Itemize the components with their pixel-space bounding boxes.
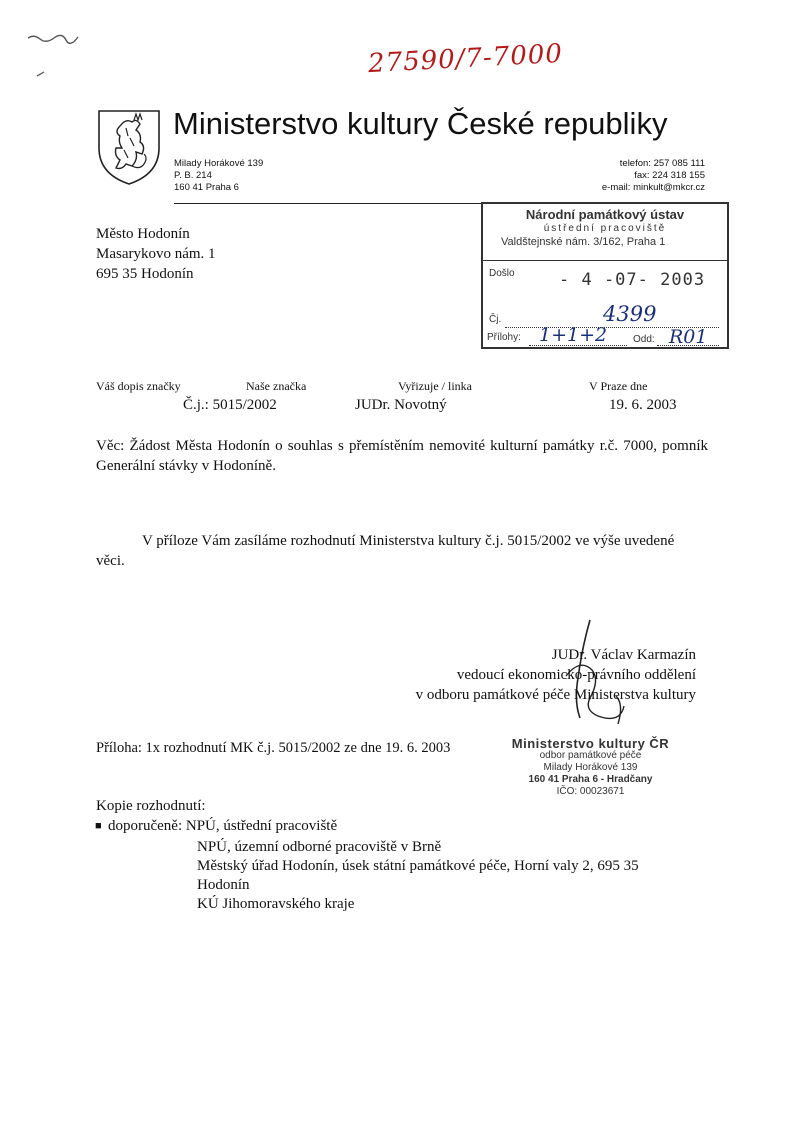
stamp-dept-label: Odd:: [633, 334, 655, 345]
stamp-received-label: Došlo: [489, 268, 515, 279]
office-stamp: [498, 738, 683, 798]
ministry-name: Ministerstvo kultury České republiky: [173, 106, 668, 141]
contact-phone: telefon: 257 085 111: [619, 158, 705, 169]
signature-block: [416, 645, 696, 705]
office-stamp-title: Ministerstvo kultury ČR: [511, 736, 670, 751]
fax-artifact-mark: [26, 32, 81, 44]
stamp-attachments-label: Přílohy:: [487, 332, 521, 343]
signatory-name: JUDr. Václav Karmazín: [551, 647, 696, 663]
copies-item: NPÚ, územní odborné pracoviště v Brně: [197, 839, 442, 855]
recipient-line: Masarykovo nám. 1: [96, 246, 216, 262]
stamp-received-date: - 4 -07- 2003: [559, 270, 706, 290]
letter-body: V příloze Vám zasíláme rozhodnutí Ministerstva kultury č.j. 5015/2002 ve výše uvedené věci.: [96, 533, 675, 569]
stamp-dept-handwritten: R01: [669, 326, 708, 348]
copies-lead: doporučeně: NPÚ, ústřední pracoviště: [108, 818, 338, 834]
office-stamp-line: odbor památkové péče: [539, 750, 642, 761]
copies-item: KÚ Jihomoravského kraje: [197, 896, 355, 912]
office-stamp-line: 160 41 Praha 6 - Hradčany: [528, 774, 653, 785]
office-stamp-line: Milady Horákové 139: [543, 762, 638, 773]
office-stamp-line: IČO: 00023671: [556, 786, 625, 797]
receipt-stamp: [481, 202, 729, 349]
our-reference-value: Č.j.: 5015/2002: [183, 397, 277, 413]
signatory-position: vedoucí ekonomicko-právního oddělení: [456, 667, 696, 683]
recipient-address: [96, 224, 216, 284]
ministry-contacts: [602, 158, 705, 194]
copies-item: Hodonín: [197, 877, 250, 893]
letter-date: 19. 6. 2003: [609, 397, 677, 413]
address-line: Milady Horákové 139: [174, 158, 264, 169]
letter-subject: Věc: Žádost Města Hodonín o souhlas s přemístěním nemovité kulturní památky r.č. 7000, pomník Generální stávky v Hodoníně.: [96, 438, 708, 474]
handled-by-value: JUDr. Novotný: [355, 397, 447, 413]
handwritten-registration-number: 27590/7-7000: [367, 38, 564, 80]
fax-artifact-dot: [36, 70, 46, 78]
attachment-note: Příloha: 1x rozhodnutí MK č.j. 5015/2002 ze dne 19. 6. 2003: [96, 740, 451, 756]
stamp-cj-handwritten: 4399: [603, 302, 657, 326]
recipient-line: 695 35 Hodonín: [96, 266, 194, 282]
stamp-title: Národní památkový ústav: [525, 207, 685, 222]
address-line: 160 41 Praha 6: [174, 182, 239, 193]
contact-fax: fax: 224 318 155: [634, 170, 705, 181]
recipient-line: Město Hodonín: [96, 226, 190, 242]
coat-of-arms-icon: [96, 108, 162, 186]
stamp-address: Valdštejnské nám. 3/162, Praha 1: [501, 236, 666, 248]
stamp-divider: [483, 260, 727, 261]
stamp-subtitle: ústřední pracoviště: [543, 223, 667, 234]
address-line: P. B. 214: [174, 170, 212, 181]
handled-by-label: Vyřizuje / linka: [398, 379, 472, 393]
place-date-label: V Praze dne: [589, 379, 648, 393]
copies-title: Kopie rozhodnutí:: [96, 798, 206, 814]
stamp-attachments-handwritten: 1+1+2: [539, 324, 608, 346]
signatory-department: v odboru památkové péče Ministerstva kultury: [415, 687, 696, 703]
our-reference-label: Naše značka: [246, 379, 307, 393]
copies-item: Městský úřad Hodonín, úsek státní památkové péče, Horní valy 2, 695 35: [197, 858, 639, 874]
stamp-cj-label: Čj.: [489, 314, 502, 325]
contact-email: e-mail: minkult@mkcr.cz: [601, 182, 705, 193]
ministry-address: [174, 158, 263, 194]
your-reference-label: Váš dopis značky: [96, 379, 181, 393]
bullet-icon: ■: [95, 820, 102, 832]
